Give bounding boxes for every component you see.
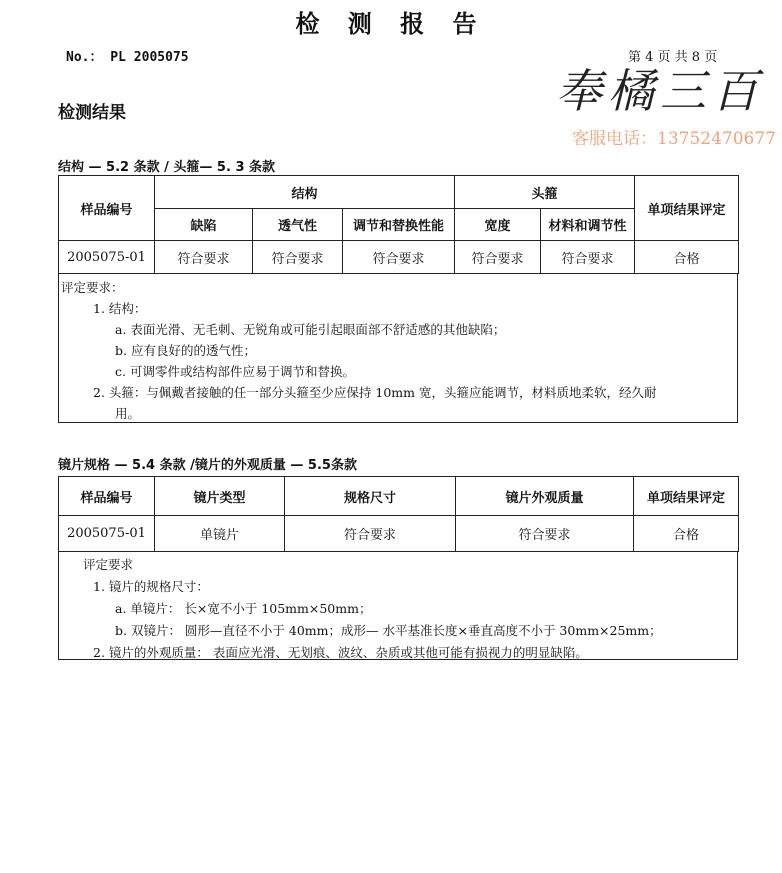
cell-breathability: 符合要求 [253,241,343,274]
header-adjust: 调节和替换性能 [343,209,455,241]
section-heading: 检测结果 [58,103,126,123]
structure-headband-table [58,175,739,274]
header-breathability: 透气性 [253,209,343,241]
cell-width: 符合要求 [455,241,541,274]
cell-lens-type: 单镜片 [155,516,285,552]
header-result: 单项结果评定 [635,176,739,241]
header-defect: 缺陷 [155,209,253,241]
cell-sample-no: 2005075-01 [59,516,155,552]
cell-spec-size: 符合要求 [285,516,456,552]
requirement-subitem: a. 表面光滑、无毛刺、无锐角或可能引起眼面部不舒适感的其他缺陷； [115,322,506,337]
requirement-subitem: b. 应有良好的的透气性； [115,343,256,358]
report-title: 检 测 报 告 [295,10,487,38]
header-spec-size: 规格尺寸 [285,477,456,516]
table2-requirements [58,552,738,660]
cell-adjust: 符合要求 [343,241,455,274]
requirements-label: 评定要求： [61,280,124,295]
cell-defect: 符合要求 [155,241,253,274]
header-material: 材料和调节性 [541,209,635,241]
table1-requirements [58,273,738,423]
watermark-logo: 奉橘三百 [556,64,764,118]
requirement-item: 1. 镜片的规格尺寸： [93,579,209,594]
cell-sample-no: 2005075-01 [59,241,155,274]
requirement-subitem: a. 单镜片： 长×宽不小于 105mm×50mm； [115,601,372,616]
cell-appearance: 符合要求 [456,516,634,552]
requirement-subitem: c. 可调零件或结构部件应易于调节和替换。 [115,364,355,379]
table1-caption: 结构 — 5.2 条款 / 头箍— 5. 3 条款 [58,160,276,175]
report-number: No.： PL 2005075 [66,50,189,65]
requirement-item: 1. 结构： [93,301,147,316]
requirement-item: 2. 头箍：与佩戴者接触的任一部分头箍至少应保持 10mm 宽，头箍应能调节，材料质地柔软，经久耐 [93,385,657,400]
header-appearance: 镜片外观质量 [456,477,634,516]
header-sample-no: 样品编号 [59,176,155,241]
header-sample-no: 样品编号 [59,477,155,516]
cell-result: 合格 [634,516,739,552]
lens-spec-table [58,476,739,552]
header-structure: 结构 [155,176,455,209]
header-width: 宽度 [455,209,541,241]
requirement-subitem: b. 双镜片： 圆形—直径不小于 40mm；成形— 水平基准长度×垂直高度不小于 30mm×25mm； [115,623,662,638]
table-row [59,241,739,274]
cell-result: 合格 [635,241,739,274]
requirement-item: 2. 镜片的外观质量： 表面应光滑、无划痕、波纹、杂质或其他可能有损视力的明显缺陷。 [93,645,588,660]
watermark-contact: 客服电话：13752470677 [572,129,776,149]
table2-caption: 镜片规格 — 5.4 条款 /镜片的外观质量 — 5.5条款 [58,458,357,473]
header-headband: 头箍 [455,176,635,209]
table-row [59,516,739,552]
requirement-continuation: 用。 [115,406,141,421]
cell-material: 符合要求 [541,241,635,274]
requirements-label: 评定要求 [83,557,134,572]
header-lens-type: 镜片类型 [155,477,285,516]
page-indicator: 第 4 页 共 8 页 [628,50,718,65]
header-result: 单项结果评定 [634,477,739,516]
